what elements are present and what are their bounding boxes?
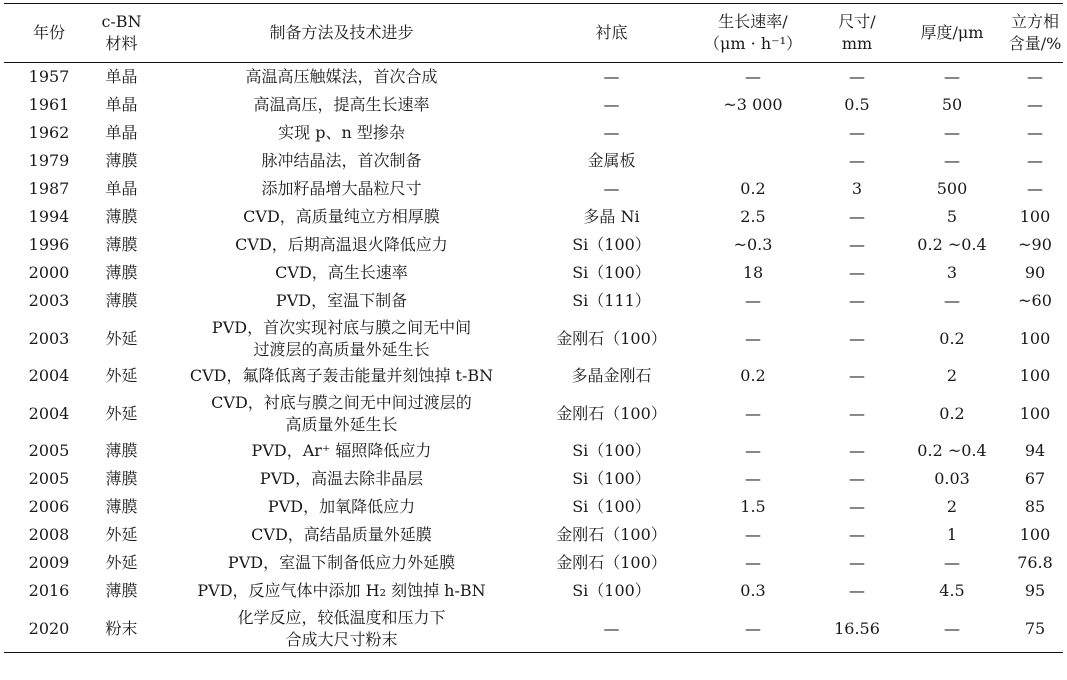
- cell-growth-rate: 0.3: [740, 581, 766, 600]
- table-row: [4, 577, 1063, 605]
- table-row: [4, 493, 1063, 521]
- cell-cubic-content: 100: [1019, 366, 1051, 385]
- cell-method: PVD，加氧降低应力: [267, 497, 416, 516]
- cell-thickness: 0.2: [939, 328, 965, 348]
- cell-thickness: 2: [946, 497, 958, 516]
- cell-thickness: 1: [946, 525, 958, 544]
- cell-growth-rate: 0.2: [740, 366, 766, 385]
- cell-substrate: 多晶 Ni: [583, 207, 640, 226]
- cell-year: 1961: [28, 95, 70, 114]
- cell-thickness: 0.2 ~0.4: [917, 235, 987, 254]
- table-row: [4, 315, 1063, 362]
- cell-year: 1996: [28, 235, 70, 254]
- cell-method: PVD，室温下制备低应力外延膜: [227, 553, 456, 572]
- cell-method: PVD，室温下制备: [275, 291, 408, 310]
- table-row: [4, 390, 1063, 437]
- cell-cubic-content: 100: [1019, 207, 1051, 226]
- cell-cubic-content: 94: [1024, 441, 1046, 460]
- cell-year: 2005: [28, 469, 70, 488]
- cell-substrate: Si（100）: [572, 441, 651, 460]
- cell-growth-rate: —: [745, 469, 761, 488]
- cell-method: 高温高压触媒法，首次合成: [245, 67, 438, 86]
- cell-growth-rate: —: [745, 67, 761, 86]
- cell-cubic-content: —: [1027, 95, 1043, 114]
- cell-material: 单晶: [105, 123, 138, 142]
- cell-year: 1979: [28, 151, 70, 170]
- cell-thickness: —: [944, 618, 960, 638]
- cell-substrate: —: [603, 179, 620, 198]
- cell-size: —: [849, 328, 865, 348]
- cell-size: —: [849, 263, 865, 282]
- cell-year: 2020: [28, 618, 70, 638]
- cell-cubic-content: ~90: [1018, 235, 1052, 254]
- cell-material: 薄膜: [105, 497, 138, 516]
- cell-substrate: 金刚石（100）: [556, 403, 667, 423]
- cell-material: 外延: [105, 525, 138, 544]
- cell-size: —: [849, 366, 865, 385]
- header-material: c-BN 材料: [101, 12, 142, 53]
- cell-substrate: Si（111）: [572, 291, 651, 310]
- table-row: [4, 521, 1063, 549]
- cell-cubic-content: 85: [1024, 497, 1046, 516]
- cell-material: 薄膜: [105, 469, 138, 488]
- cell-cubic-content: ~60: [1018, 291, 1052, 310]
- cell-year: 2016: [28, 581, 70, 600]
- cell-substrate: —: [603, 123, 620, 142]
- cell-thickness: 50: [941, 95, 963, 114]
- cell-substrate: —: [603, 67, 620, 86]
- cell-thickness: 0.2: [939, 403, 965, 423]
- table-row: [4, 91, 1063, 119]
- cell-substrate: Si（100）: [572, 263, 651, 282]
- cell-growth-rate: ~3 000: [723, 95, 783, 114]
- cell-thickness: 500: [936, 179, 968, 198]
- cell-material: 单晶: [105, 95, 138, 114]
- cell-cubic-content: —: [1027, 67, 1043, 86]
- cell-cubic-content: —: [1027, 179, 1043, 198]
- table-row: [4, 147, 1063, 175]
- cell-size: —: [849, 441, 865, 460]
- cell-substrate: 金刚石（100）: [556, 553, 667, 572]
- cell-growth-rate: [689, 147, 817, 175]
- cell-year: 1994: [28, 207, 70, 226]
- cell-size: —: [849, 123, 865, 142]
- cell-substrate: 金刚石（100）: [556, 525, 667, 544]
- cell-method: CVD，高生长速率: [275, 263, 408, 282]
- cell-substrate: Si（100）: [572, 235, 651, 254]
- cell-thickness: —: [944, 151, 960, 170]
- cell-year: 1962: [28, 123, 70, 142]
- cell-material: 薄膜: [105, 441, 138, 460]
- cell-growth-rate: —: [745, 525, 761, 544]
- header-row: [4, 4, 1063, 63]
- cell-method: 高温高压，提高生长速率: [253, 95, 430, 114]
- cell-size: —: [849, 207, 865, 226]
- cell-growth-rate: 18: [742, 263, 764, 282]
- cell-method: CVD，衬底与膜之间无中间过渡层的 高质量外延生长: [211, 392, 472, 434]
- cell-size: —: [849, 151, 865, 170]
- table-row: [4, 437, 1063, 465]
- cell-cubic-content: 100: [1019, 403, 1051, 423]
- cell-material: 外延: [105, 403, 138, 423]
- cell-thickness: —: [944, 291, 960, 310]
- cell-method: 脉冲结晶法，首次制备: [261, 151, 422, 170]
- cell-thickness: 5: [946, 207, 958, 226]
- cell-growth-rate: —: [745, 403, 761, 423]
- header-year: 年份: [32, 23, 65, 42]
- cell-year: 2009: [28, 553, 70, 572]
- cell-growth-rate: —: [745, 291, 761, 310]
- cell-method: CVD，高质量纯立方相厚膜: [243, 207, 440, 226]
- cell-substrate: 金属板: [587, 151, 636, 170]
- cell-year: 1987: [28, 179, 70, 198]
- cell-method: 实现 p、n 型掺杂: [278, 123, 405, 142]
- cell-cubic-content: —: [1027, 123, 1043, 142]
- cell-material: 粉末: [105, 618, 138, 638]
- table-row: [4, 605, 1063, 653]
- table-row: [4, 287, 1063, 315]
- cell-year: 2006: [28, 497, 70, 516]
- cell-method: 化学反应，较低温度和压力下 合成大尺寸粉末: [237, 607, 446, 649]
- cell-thickness: —: [944, 123, 960, 142]
- table-header: [4, 4, 1063, 63]
- cell-method: PVD，高温去除非晶层: [259, 469, 424, 488]
- cell-year: 2003: [28, 328, 70, 348]
- cell-thickness: —: [944, 553, 960, 572]
- cell-cubic-content: 95: [1024, 581, 1046, 600]
- cell-material: 薄膜: [105, 291, 138, 310]
- cell-growth-rate: —: [745, 328, 761, 348]
- cell-material: 薄膜: [105, 263, 138, 282]
- cell-thickness: 2: [946, 366, 958, 385]
- cell-year: 2000: [28, 263, 70, 282]
- cell-year: 2003: [28, 291, 70, 310]
- header-thickness: 厚度/μm: [920, 23, 984, 42]
- cell-method: 添加籽晶增大晶粒尺寸: [261, 179, 422, 198]
- table-row: [4, 175, 1063, 203]
- table-row: [4, 231, 1063, 259]
- table-row: [4, 259, 1063, 287]
- cell-cubic-content: 76.8: [1017, 553, 1053, 572]
- table-row: [4, 549, 1063, 577]
- cell-substrate: —: [603, 95, 620, 114]
- header-size: 尺寸/ mm: [838, 12, 876, 53]
- cell-size: 3: [851, 179, 863, 198]
- cell-material: 外延: [105, 553, 138, 572]
- cell-substrate: 金刚石（100）: [556, 328, 667, 348]
- cell-method: PVD，反应气体中添加 H₂ 刻蚀掉 h-BN: [197, 581, 486, 600]
- cell-substrate: Si（100）: [572, 581, 651, 600]
- table-row: [4, 203, 1063, 231]
- cell-material: 薄膜: [105, 151, 138, 170]
- cell-size: 16.56: [834, 618, 880, 638]
- table-row: [4, 362, 1063, 390]
- cell-size: —: [849, 469, 865, 488]
- cell-year: 2004: [28, 403, 70, 423]
- table-body: [4, 63, 1063, 653]
- cell-year: 1957: [28, 67, 70, 86]
- cell-size: —: [849, 525, 865, 544]
- cell-substrate: 多晶金刚石: [571, 366, 652, 385]
- cell-size: —: [849, 497, 865, 516]
- cell-substrate: Si（100）: [572, 497, 651, 516]
- cell-thickness: 3: [946, 263, 958, 282]
- cell-method: PVD，Ar⁺ 辐照降低应力: [251, 441, 432, 460]
- cell-size: —: [849, 403, 865, 423]
- cell-material: 薄膜: [105, 235, 138, 254]
- cell-cubic-content: 67: [1024, 469, 1046, 488]
- cell-size: —: [849, 581, 865, 600]
- cell-size: —: [849, 291, 865, 310]
- cell-method: CVD，氟降低离子轰击能量并刻蚀掉 t-BN: [189, 366, 494, 385]
- cell-year: 2005: [28, 441, 70, 460]
- cell-size: 0.5: [844, 95, 870, 114]
- cell-growth-rate: 2.5: [740, 207, 766, 226]
- cell-growth-rate: —: [745, 441, 761, 460]
- cell-material: 外延: [105, 328, 138, 348]
- cell-material: 单晶: [105, 67, 138, 86]
- cell-size: —: [849, 235, 865, 254]
- cell-method: PVD，首次实现衬底与膜之间无中间 过渡层的高质量外延生长: [211, 317, 472, 359]
- header-substrate: 衬底: [595, 23, 628, 42]
- cell-cubic-content: 100: [1019, 525, 1051, 544]
- cell-thickness: 0.03: [934, 469, 970, 488]
- table-row: [4, 465, 1063, 493]
- cell-growth-rate: 1.5: [740, 497, 766, 516]
- cell-size: —: [849, 67, 865, 86]
- cell-substrate: —: [603, 618, 620, 638]
- cell-cubic-content: —: [1027, 151, 1043, 170]
- cell-material: 单晶: [105, 179, 138, 198]
- cell-thickness: 4.5: [939, 581, 965, 600]
- cell-year: 2008: [28, 525, 70, 544]
- cell-substrate: Si（100）: [572, 469, 651, 488]
- cell-growth-rate: ~0.3: [733, 235, 773, 254]
- cell-material: 薄膜: [105, 581, 138, 600]
- cell-material: 薄膜: [105, 207, 138, 226]
- cbn-development-table: [4, 3, 1063, 653]
- cell-cubic-content: 75: [1024, 618, 1046, 638]
- cell-year: 2004: [28, 366, 70, 385]
- cell-thickness: —: [944, 67, 960, 86]
- cell-growth-rate: 0.2: [740, 179, 766, 198]
- cell-method: CVD，高结晶质量外延膜: [251, 525, 432, 544]
- table-row: [4, 63, 1063, 92]
- table-row: [4, 119, 1063, 147]
- header-growth-rate: 生长速率/ （μm · h⁻¹）: [704, 12, 802, 53]
- cell-thickness: 0.2 ~0.4: [917, 441, 987, 460]
- cell-material: 外延: [105, 366, 138, 385]
- cell-growth-rate: [689, 119, 817, 147]
- header-cubic-content: 立方相 含量/%: [1008, 12, 1062, 53]
- cell-method: CVD，后期高温退火降低应力: [235, 235, 448, 254]
- cell-size: —: [849, 553, 865, 572]
- cell-growth-rate: —: [745, 618, 761, 638]
- cell-growth-rate: —: [745, 553, 761, 572]
- cell-cubic-content: 100: [1019, 328, 1051, 348]
- cell-cubic-content: 90: [1024, 263, 1046, 282]
- cbn-development-table-wrapper: [4, 3, 1063, 653]
- header-method: 制备方法及技术进步: [269, 23, 414, 42]
